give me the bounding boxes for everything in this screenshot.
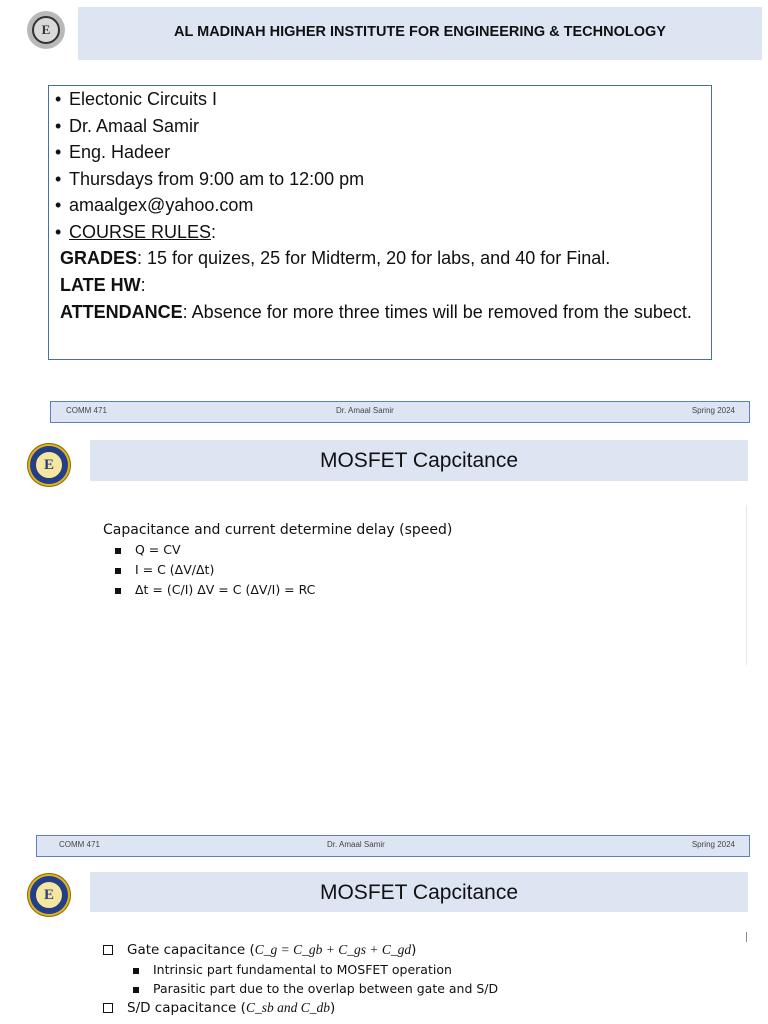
header-banner [78,7,762,60]
attendance-rule: ATTENDANCE: Absence for more three times will be removed from the subect. [60,302,692,322]
info-line-ta: • Eng. Hadeer [55,142,171,162]
footer-course: COMM 471 [59,840,100,849]
bullet-item: Q = CV [103,540,452,560]
slide-content [103,520,452,600]
institute-logo [27,873,71,917]
course-rules-heading: • COURSE RULES: [55,221,217,242]
logo-letter: E [34,880,64,910]
slide-title-banner [90,872,748,912]
info-line-email: • amaalgex@yahoo.com [55,195,254,215]
footer-course: COMM 471 [66,406,107,415]
institute-logo [27,11,65,49]
grades-rule: GRADES: 15 for quizes, 25 for Midterm, 20 for labs, and 40 for Final. [60,248,611,268]
slide-footer-1 [50,401,750,423]
gate-capacitance-item: Gate capacitance (C_g = C_gb + C_gs + C_gd) [103,940,498,960]
footer-instructor: Dr. Amaal Samir [336,406,394,415]
intro-text: Capacitance and current determine delay (speed) [103,522,453,538]
logo-letter: E [34,450,64,480]
logo-letter: E [32,16,60,44]
footer-term: Spring 2024 [691,406,735,415]
slide-content [103,940,498,1018]
info-line-schedule: • Thursdays from 9:00 am to 12:00 pm [55,168,365,189]
slide-right-edge [746,505,747,665]
slide-title-banner [90,440,748,481]
footer-term: Spring 2024 [691,840,735,849]
sub-bullet-item: Intrinsic part fundamental to MOSFET operation [103,960,498,979]
course-info-box [48,85,712,360]
slide-footer-2 [36,835,750,857]
bullet-item: Δt = (C/I) ΔV = C (ΔV/I) = RC [103,580,452,600]
bullet-item: I = C (ΔV/Δt) [103,560,452,580]
checkbox-bullet-icon [103,945,113,955]
institute-name: AL MADINAH HIGHER INSTITUTE FOR ENGINEERING & TECHNOLOGY [174,24,666,40]
sd-capacitance-item: S/D capacitance (C_sb and C_db) [103,998,498,1018]
footer-instructor: Dr. Amaal Samir [327,840,385,849]
slide-right-edge [746,932,747,942]
sub-bullet-item: Parasitic part due to the overlap between gate and S/D [103,979,498,998]
checkbox-bullet-icon [103,1003,113,1013]
institute-logo [27,443,71,487]
slide-title: MOSFET Capcitance [319,881,518,904]
info-line-course: • Electonic Circuits I [55,89,218,109]
info-line-instructor: • Dr. Amaal Samir [55,115,200,136]
late-hw-rule: LATE HW: [60,274,146,295]
slide-title: MOSFET Capcitance [319,449,518,472]
